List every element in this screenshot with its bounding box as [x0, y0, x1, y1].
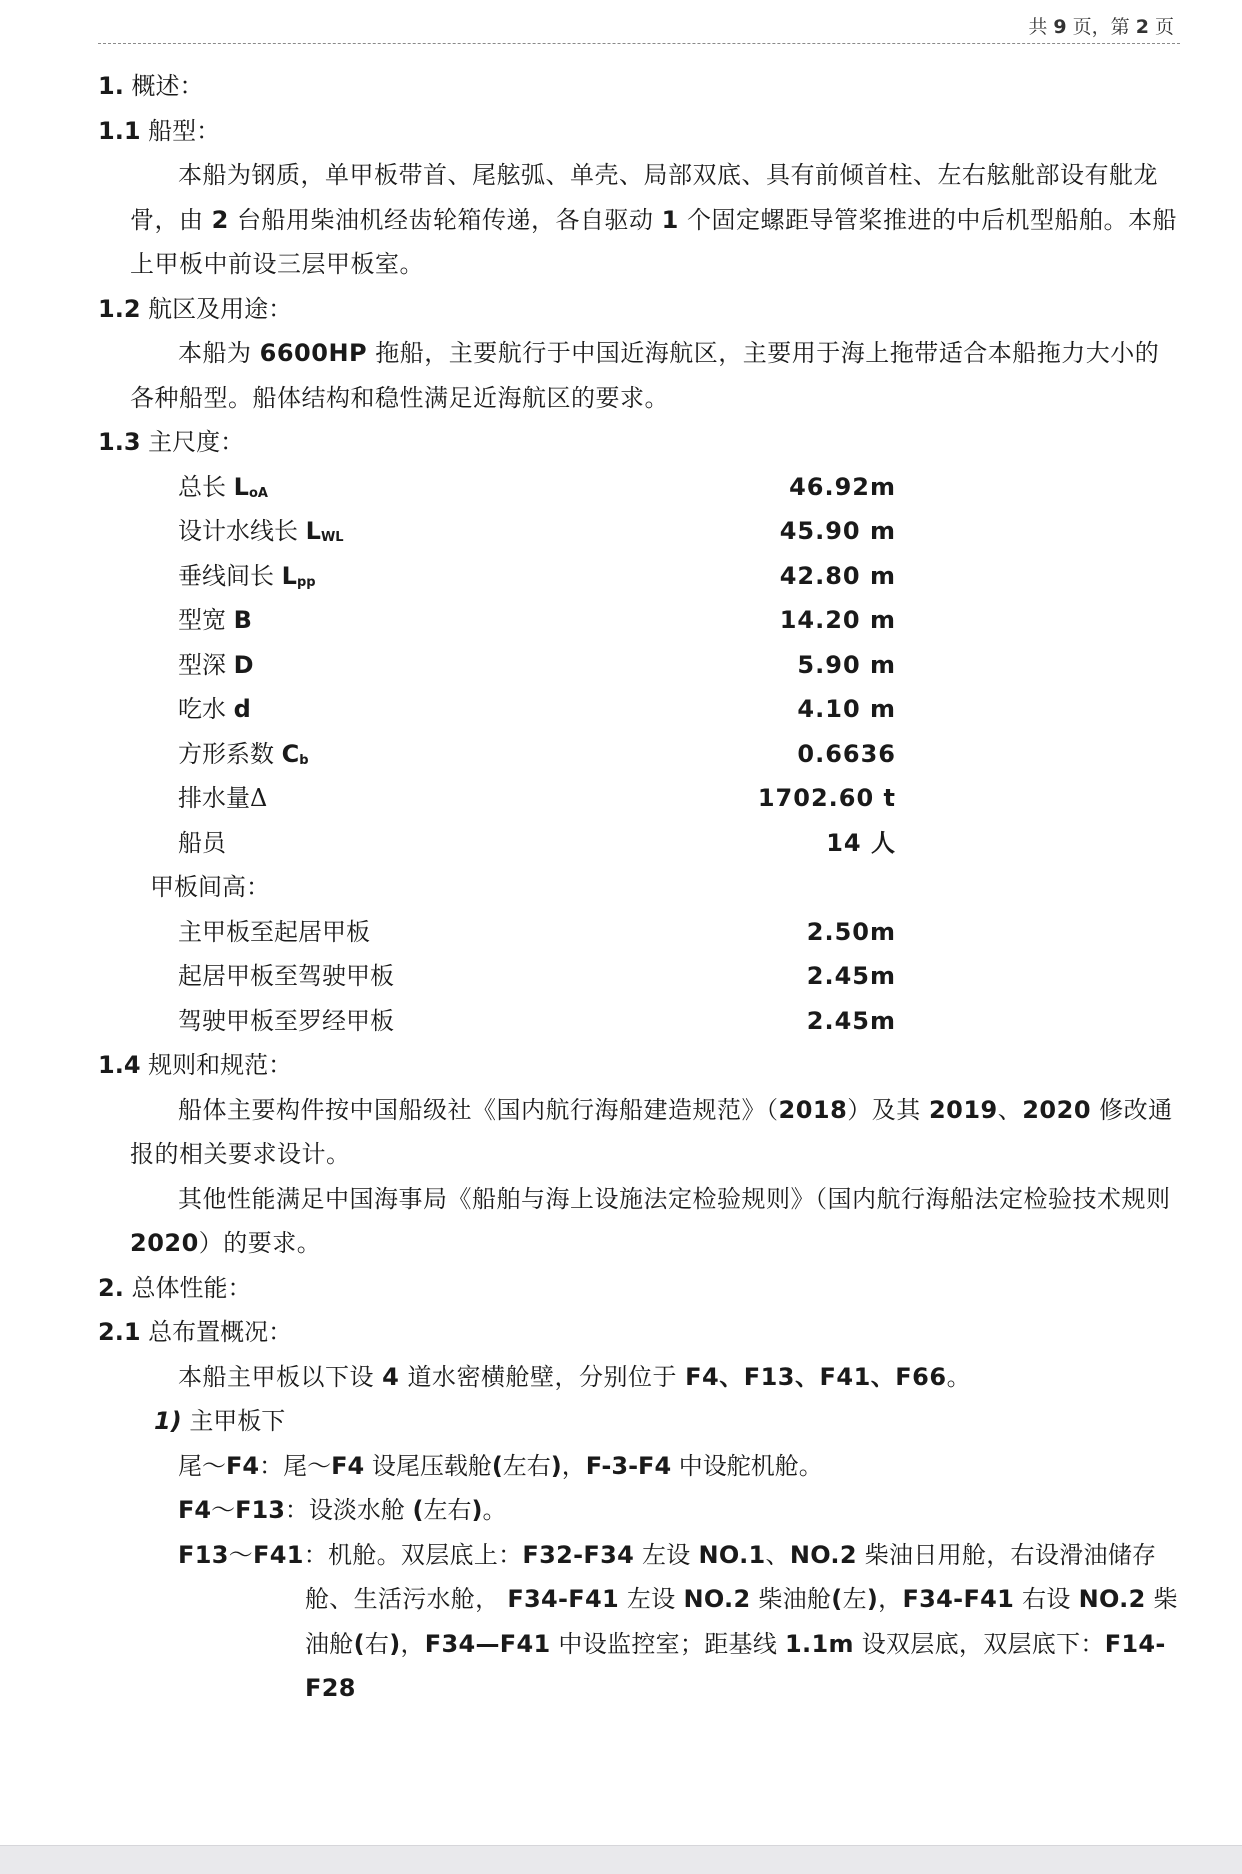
- text: 船体主要构件按中国船级社《国内航行海船建造规范》（: [178, 1095, 779, 1124]
- text: 左设: [619, 1585, 684, 1613]
- text: ）的要求。: [198, 1229, 322, 1257]
- list-item: [98, 1444, 1180, 1489]
- spec-label: [178, 776, 267, 821]
- rules-paragraph-1: [98, 1088, 1180, 1177]
- text: 。: [946, 1362, 972, 1391]
- section-1-1-heading: [98, 109, 1180, 154]
- text: 2018: [778, 1095, 848, 1124]
- section-title: 主尺度：: [148, 428, 245, 456]
- text: (: [353, 1629, 365, 1658]
- spec-row: [98, 465, 1180, 510]
- text: 2020: [130, 1229, 199, 1257]
- text: 本船为: [178, 339, 260, 367]
- text: 右: [364, 1629, 390, 1658]
- text: 尾～: [178, 1451, 226, 1480]
- text: 设尾压载舱: [364, 1451, 492, 1480]
- deck-value: 2.45m: [806, 962, 896, 990]
- text: 设计水线长: [178, 517, 306, 545]
- text: ): [550, 1451, 562, 1480]
- section-title: 概述：: [131, 72, 204, 100]
- deck-label: 起居甲板至驾驶甲板: [178, 962, 394, 990]
- text: F4、F13、F41、F66: [685, 1362, 947, 1391]
- text: 本船为钢质，单甲板带首、尾舷弧、单壳、局部双底、具有前倾首柱、左右舷舭部设有舭龙骨，由: [130, 161, 1158, 234]
- spec-row: [98, 732, 1180, 777]
- text: 。: [482, 1496, 507, 1524]
- deck-height-list: [98, 910, 1180, 1044]
- text: 2019: [928, 1095, 998, 1124]
- text: 船员: [178, 828, 226, 857]
- rules-paragraph-2: [98, 1177, 1180, 1266]
- text: 型宽: [178, 606, 234, 634]
- text: 拖船，主要航行于中国近海航区，主要用于海上拖带适合本船拖力大小的各种船型。船体结构和稳性满足近海航区的要求。: [130, 339, 1160, 412]
- text: 左右: [423, 1496, 472, 1524]
- spec-row: [98, 598, 1180, 643]
- text: 垂线间长: [178, 561, 282, 590]
- text: ）及其: [847, 1095, 929, 1124]
- deck-label: 驾驶甲板至罗经甲板: [178, 1006, 394, 1035]
- text: 本船主甲板以下设: [178, 1362, 383, 1391]
- section-1-3-heading: [98, 420, 1180, 465]
- spec-row: [98, 643, 1180, 688]
- text: pp: [296, 574, 316, 590]
- text: 、: [765, 1540, 790, 1569]
- text: 2020: [1022, 1095, 1092, 1124]
- text: ，: [878, 1585, 903, 1613]
- spec-label: [178, 821, 226, 866]
- page-mid: 页，第: [1066, 16, 1136, 38]
- section-number: 1.: [98, 72, 124, 100]
- spec-value: 5.90 m: [797, 650, 896, 679]
- text: 1: [661, 205, 679, 234]
- text: ): [866, 1585, 879, 1613]
- text: 中设监控室；距基线: [550, 1629, 786, 1658]
- text: F32-F34: [522, 1540, 635, 1569]
- spec-row: [98, 776, 1180, 821]
- text: 4: [382, 1362, 400, 1391]
- section-2-heading: [98, 1266, 1180, 1311]
- text: 排水量Δ: [178, 784, 268, 812]
- text: 方形系数: [178, 739, 282, 768]
- text: ): [389, 1629, 401, 1658]
- text: ：机舱。双层底上：: [303, 1540, 523, 1569]
- text: ): [471, 1496, 483, 1524]
- list-heading: [98, 1399, 1180, 1444]
- spec-row: [98, 821, 1180, 866]
- text: F14-F28: [305, 1629, 1166, 1702]
- text: 道水密横舱壁，分别位于: [399, 1362, 686, 1391]
- page-suffix: 页: [1148, 16, 1174, 38]
- text: 2: [211, 205, 229, 234]
- text: F34-F41: [902, 1585, 1015, 1613]
- text: 中设舵机舱。: [671, 1451, 823, 1480]
- text: ：设淡水舱: [284, 1496, 413, 1524]
- text: L: [305, 517, 321, 545]
- text: NO.2: [789, 1540, 857, 1569]
- text: 左右: [502, 1451, 551, 1480]
- text: NO.2: [683, 1585, 751, 1613]
- text: 个固定螺距导管桨推进的中后机型船舶。本船上甲板中前设三层甲板室。: [130, 205, 1177, 278]
- text: (: [491, 1451, 503, 1480]
- spec-value: 0.6636: [797, 739, 896, 768]
- spec-value: 46.92m: [789, 472, 896, 501]
- text: 设双层底，双层底下：: [853, 1629, 1105, 1658]
- text: F34—F41: [424, 1629, 551, 1658]
- section-title: 规则和规范：: [148, 1051, 293, 1079]
- text: d: [233, 695, 251, 723]
- spec-value: 1702.60 t: [757, 784, 896, 812]
- viewer-bottom-bar: [0, 1845, 1242, 1874]
- text: NO.1: [698, 1540, 766, 1569]
- list-item: [98, 1533, 1180, 1711]
- text: F4: [226, 1451, 260, 1480]
- text: 柴油日用舱，右设滑油储存舱、生活污水舱，: [305, 1540, 1157, 1613]
- deck-value: 2.50m: [806, 917, 896, 946]
- list-item: [98, 1488, 1180, 1533]
- section-1-4-heading: [98, 1043, 1180, 1088]
- text: L: [233, 472, 249, 501]
- list-number: 1): [154, 1407, 182, 1435]
- text: NO.2: [1078, 1585, 1146, 1613]
- text: 台船用柴油机经齿轮箱传递，各自驱动: [228, 205, 662, 234]
- deck-row: [98, 999, 1180, 1044]
- text: 6600HP: [259, 339, 368, 367]
- text: 柴油舱: [750, 1585, 832, 1613]
- text: ，: [561, 1451, 586, 1480]
- spec-row: [98, 509, 1180, 554]
- spec-value: 45.90 m: [779, 517, 896, 545]
- spec-value: 14.20 m: [779, 606, 896, 634]
- text: 1.1m: [785, 1629, 854, 1658]
- spec-row: [98, 554, 1180, 599]
- text: ，: [400, 1629, 425, 1658]
- text: oA: [248, 485, 268, 501]
- text: ：尾～: [259, 1451, 332, 1480]
- text: 其他性能满足中国海事局《船舶与海上设施法定检验规则》（国内航行海船法定检验技术规则: [178, 1184, 1171, 1213]
- deck-value: 2.45m: [806, 1006, 896, 1035]
- navigation-area-paragraph: [98, 331, 1180, 420]
- text: (: [831, 1585, 843, 1613]
- spec-label: [178, 687, 251, 732]
- layout-paragraph: [98, 1355, 1180, 1400]
- section-1-2-heading: [98, 287, 1180, 332]
- text: C: [281, 739, 300, 768]
- page-header: [98, 0, 1180, 44]
- text: L: [281, 561, 297, 590]
- section-title: 航区及用途：: [148, 294, 293, 323]
- text: F13: [178, 1540, 229, 1569]
- section-number: 1.4: [98, 1051, 141, 1079]
- text: 总长: [178, 472, 234, 501]
- text: 、: [997, 1095, 1023, 1124]
- document-body: [98, 64, 1180, 1711]
- deck-label: 主甲板至起居甲板: [178, 917, 370, 946]
- text: ～: [211, 1496, 236, 1524]
- text: F4: [331, 1451, 365, 1480]
- text: b: [299, 752, 309, 768]
- spec-label: [178, 598, 252, 643]
- text: 右设: [1014, 1585, 1079, 1613]
- section-number: 1.2: [98, 294, 141, 323]
- text: 型深: [178, 650, 234, 679]
- section-number: 1.1: [98, 116, 141, 145]
- text: (: [412, 1496, 424, 1524]
- page-indicator: [1028, 12, 1174, 39]
- deck-height-heading: 甲板间高：: [150, 873, 270, 901]
- text: F41: [253, 1540, 304, 1569]
- section-title: 船型：: [148, 116, 221, 145]
- section-2-1-heading: [98, 1310, 1180, 1355]
- text: B: [233, 606, 252, 634]
- text: D: [233, 650, 254, 679]
- text: 左设: [634, 1540, 699, 1569]
- section-number: 2.: [98, 1273, 124, 1302]
- text: 修改通报的相关要求设计。: [130, 1095, 1173, 1168]
- section-title: 总体性能：: [131, 1273, 252, 1302]
- spec-value: 4.10 m: [797, 695, 896, 723]
- spec-label: [178, 643, 254, 688]
- deck-row: [98, 910, 1180, 955]
- deck-row: [98, 954, 1180, 999]
- section-number: 1.3: [98, 428, 141, 456]
- page-prefix: 共: [1028, 16, 1054, 38]
- current-page: 2: [1135, 16, 1149, 38]
- total-pages: 9: [1053, 16, 1067, 38]
- text: 左: [842, 1585, 867, 1613]
- text: F4: [178, 1496, 212, 1524]
- text: WL: [320, 530, 344, 545]
- text: ～: [228, 1540, 254, 1569]
- text: 吃水: [178, 695, 234, 723]
- text: F-3-F4: [585, 1451, 672, 1480]
- section-title: 总布置概况：: [148, 1318, 293, 1346]
- spec-value: 14 人: [826, 828, 896, 857]
- ship-type-paragraph: [98, 153, 1180, 287]
- list-title: 主甲板下: [189, 1407, 286, 1435]
- text: F13: [235, 1496, 285, 1524]
- main-dimensions-list: [98, 465, 1180, 866]
- section-1-heading: [98, 64, 1180, 109]
- spec-value: 42.80 m: [779, 561, 896, 590]
- section-number: 2.1: [98, 1318, 141, 1346]
- text: F34-F41: [507, 1585, 619, 1613]
- spec-row: [98, 687, 1180, 732]
- text: 柴油舱: [305, 1585, 1178, 1658]
